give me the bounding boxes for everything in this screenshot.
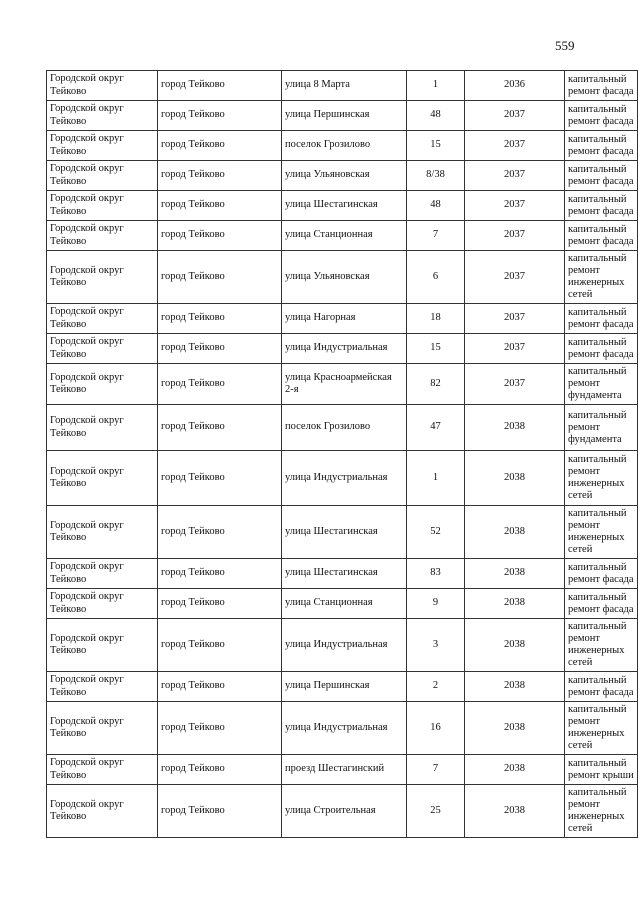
house-number-cell: 7	[407, 221, 465, 251]
city-cell: город Тейково	[158, 101, 282, 131]
work-type-cell: капитальный ремонт инженерных сетей	[565, 506, 638, 559]
city-cell: город Тейково	[158, 405, 282, 451]
street-cell: улица 8 Марта	[282, 71, 407, 101]
city-cell: город Тейково	[158, 672, 282, 702]
district-cell: Городской округ Тейково	[47, 221, 158, 251]
table-row	[47, 405, 638, 451]
table-row	[47, 221, 638, 251]
house-number-cell: 25	[407, 785, 465, 838]
work-type-cell: капитальный ремонт инженерных сетей	[565, 619, 638, 672]
table-row	[47, 619, 638, 672]
city-cell: город Тейково	[158, 71, 282, 101]
repair-schedule-table	[46, 70, 638, 838]
city-cell: город Тейково	[158, 619, 282, 672]
city-cell: город Тейково	[158, 251, 282, 304]
work-type-cell: капитальный ремонт фасада	[565, 589, 638, 619]
street-cell: улица Першинская	[282, 672, 407, 702]
house-number-cell: 9	[407, 589, 465, 619]
work-type-cell: капитальный ремонт фасада	[565, 101, 638, 131]
district-cell: Городской округ Тейково	[47, 131, 158, 161]
district-cell: Городской округ Тейково	[47, 161, 158, 191]
city-cell: город Тейково	[158, 755, 282, 785]
house-number-cell: 48	[407, 101, 465, 131]
street-cell: улица Нагорная	[282, 304, 407, 334]
district-cell: Городской округ Тейково	[47, 619, 158, 672]
work-type-cell: капитальный ремонт фасада	[565, 559, 638, 589]
city-cell: город Тейково	[158, 506, 282, 559]
house-number-cell: 8/38	[407, 161, 465, 191]
work-type-cell: капитальный ремонт фасада	[565, 221, 638, 251]
year-cell: 2038	[465, 619, 565, 672]
city-cell: город Тейково	[158, 785, 282, 838]
table-row	[47, 785, 638, 838]
street-cell: поселок Грозилово	[282, 405, 407, 451]
house-number-cell: 18	[407, 304, 465, 334]
district-cell: Городской округ Тейково	[47, 251, 158, 304]
street-cell: улица Станционная	[282, 589, 407, 619]
year-cell: 2037	[465, 131, 565, 161]
street-cell: улица Красноармейская 2-я	[282, 364, 407, 405]
work-type-cell: капитальный ремонт инженерных сетей	[565, 451, 638, 506]
work-type-cell: капитальный ремонт фасада	[565, 71, 638, 101]
city-cell: город Тейково	[158, 559, 282, 589]
city-cell: город Тейково	[158, 131, 282, 161]
year-cell: 2038	[465, 702, 565, 755]
street-cell: улица Шестагинская	[282, 506, 407, 559]
street-cell: улица Станционная	[282, 221, 407, 251]
work-type-cell: капитальный ремонт инженерных сетей	[565, 785, 638, 838]
work-type-cell: капитальный ремонт фасада	[565, 131, 638, 161]
house-number-cell: 7	[407, 755, 465, 785]
year-cell: 2038	[465, 559, 565, 589]
table-row	[47, 672, 638, 702]
work-type-cell: капитальный ремонт инженерных сетей	[565, 702, 638, 755]
year-cell: 2037	[465, 251, 565, 304]
street-cell: улица Индустриальная	[282, 702, 407, 755]
city-cell: город Тейково	[158, 702, 282, 755]
work-type-cell: капитальный ремонт фасада	[565, 334, 638, 364]
city-cell: город Тейково	[158, 334, 282, 364]
street-cell: поселок Грозилово	[282, 131, 407, 161]
house-number-cell: 6	[407, 251, 465, 304]
house-number-cell: 47	[407, 405, 465, 451]
table-row	[47, 702, 638, 755]
house-number-cell: 15	[407, 334, 465, 364]
year-cell: 2038	[465, 506, 565, 559]
table-body	[47, 71, 638, 838]
house-number-cell: 15	[407, 131, 465, 161]
table-row	[47, 191, 638, 221]
district-cell: Городской округ Тейково	[47, 506, 158, 559]
house-number-cell: 3	[407, 619, 465, 672]
house-number-cell: 83	[407, 559, 465, 589]
year-cell: 2036	[465, 71, 565, 101]
district-cell: Городской округ Тейково	[47, 334, 158, 364]
table-row	[47, 101, 638, 131]
work-type-cell: капитальный ремонт фасада	[565, 672, 638, 702]
district-cell: Городской округ Тейково	[47, 405, 158, 451]
table-row	[47, 559, 638, 589]
house-number-cell: 82	[407, 364, 465, 405]
table-row	[47, 131, 638, 161]
city-cell: город Тейково	[158, 451, 282, 506]
house-number-cell: 52	[407, 506, 465, 559]
district-cell: Городской округ Тейково	[47, 559, 158, 589]
year-cell: 2038	[465, 589, 565, 619]
house-number-cell: 16	[407, 702, 465, 755]
street-cell: улица Ульяновская	[282, 161, 407, 191]
house-number-cell: 1	[407, 451, 465, 506]
year-cell: 2037	[465, 101, 565, 131]
year-cell: 2037	[465, 304, 565, 334]
year-cell: 2038	[465, 785, 565, 838]
district-cell: Городской округ Тейково	[47, 755, 158, 785]
city-cell: город Тейково	[158, 304, 282, 334]
street-cell: улица Индустриальная	[282, 451, 407, 506]
street-cell: улица Шестагинская	[282, 559, 407, 589]
district-cell: Городской округ Тейково	[47, 364, 158, 405]
work-type-cell: капитальный ремонт фасада	[565, 304, 638, 334]
district-cell: Городской округ Тейково	[47, 304, 158, 334]
city-cell: город Тейково	[158, 589, 282, 619]
year-cell: 2037	[465, 191, 565, 221]
street-cell: улица Шестагинская	[282, 191, 407, 221]
table-row	[47, 304, 638, 334]
work-type-cell: капитальный ремонт фундамента	[565, 405, 638, 451]
work-type-cell: капитальный ремонт фасада	[565, 161, 638, 191]
work-type-cell: капитальный ремонт фасада	[565, 191, 638, 221]
district-cell: Городской округ Тейково	[47, 451, 158, 506]
page-number: 559	[555, 38, 575, 53]
year-cell: 2038	[465, 672, 565, 702]
year-cell: 2037	[465, 161, 565, 191]
house-number-cell: 1	[407, 71, 465, 101]
table-row	[47, 755, 638, 785]
street-cell: улица Ульяновская	[282, 251, 407, 304]
street-cell: улица Индустриальная	[282, 334, 407, 364]
year-cell: 2038	[465, 755, 565, 785]
house-number-cell: 2	[407, 672, 465, 702]
work-type-cell: капитальный ремонт инженерных сетей	[565, 251, 638, 304]
street-cell: улица Индустриальная	[282, 619, 407, 672]
district-cell: Городской округ Тейково	[47, 785, 158, 838]
table-row	[47, 451, 638, 506]
year-cell: 2038	[465, 451, 565, 506]
city-cell: город Тейково	[158, 191, 282, 221]
district-cell: Городской округ Тейково	[47, 589, 158, 619]
table-row	[47, 71, 638, 101]
table-row	[47, 161, 638, 191]
year-cell: 2037	[465, 364, 565, 405]
city-cell: город Тейково	[158, 364, 282, 405]
district-cell: Городской округ Тейково	[47, 191, 158, 221]
work-type-cell: капитальный ремонт фундамента	[565, 364, 638, 405]
district-cell: Городской округ Тейково	[47, 71, 158, 101]
district-cell: Городской округ Тейково	[47, 702, 158, 755]
year-cell: 2037	[465, 221, 565, 251]
table-row	[47, 251, 638, 304]
table-row	[47, 506, 638, 559]
house-number-cell: 48	[407, 191, 465, 221]
work-type-cell: капитальный ремонт крыши	[565, 755, 638, 785]
district-cell: Городской округ Тейково	[47, 672, 158, 702]
city-cell: город Тейково	[158, 161, 282, 191]
year-cell: 2038	[465, 405, 565, 451]
table-row	[47, 589, 638, 619]
year-cell: 2037	[465, 334, 565, 364]
street-cell: улица Строительная	[282, 785, 407, 838]
street-cell: проезд Шестагинский	[282, 755, 407, 785]
table-row	[47, 334, 638, 364]
street-cell: улица Першинская	[282, 101, 407, 131]
city-cell: город Тейково	[158, 221, 282, 251]
table-row	[47, 364, 638, 405]
district-cell: Городской округ Тейково	[47, 101, 158, 131]
